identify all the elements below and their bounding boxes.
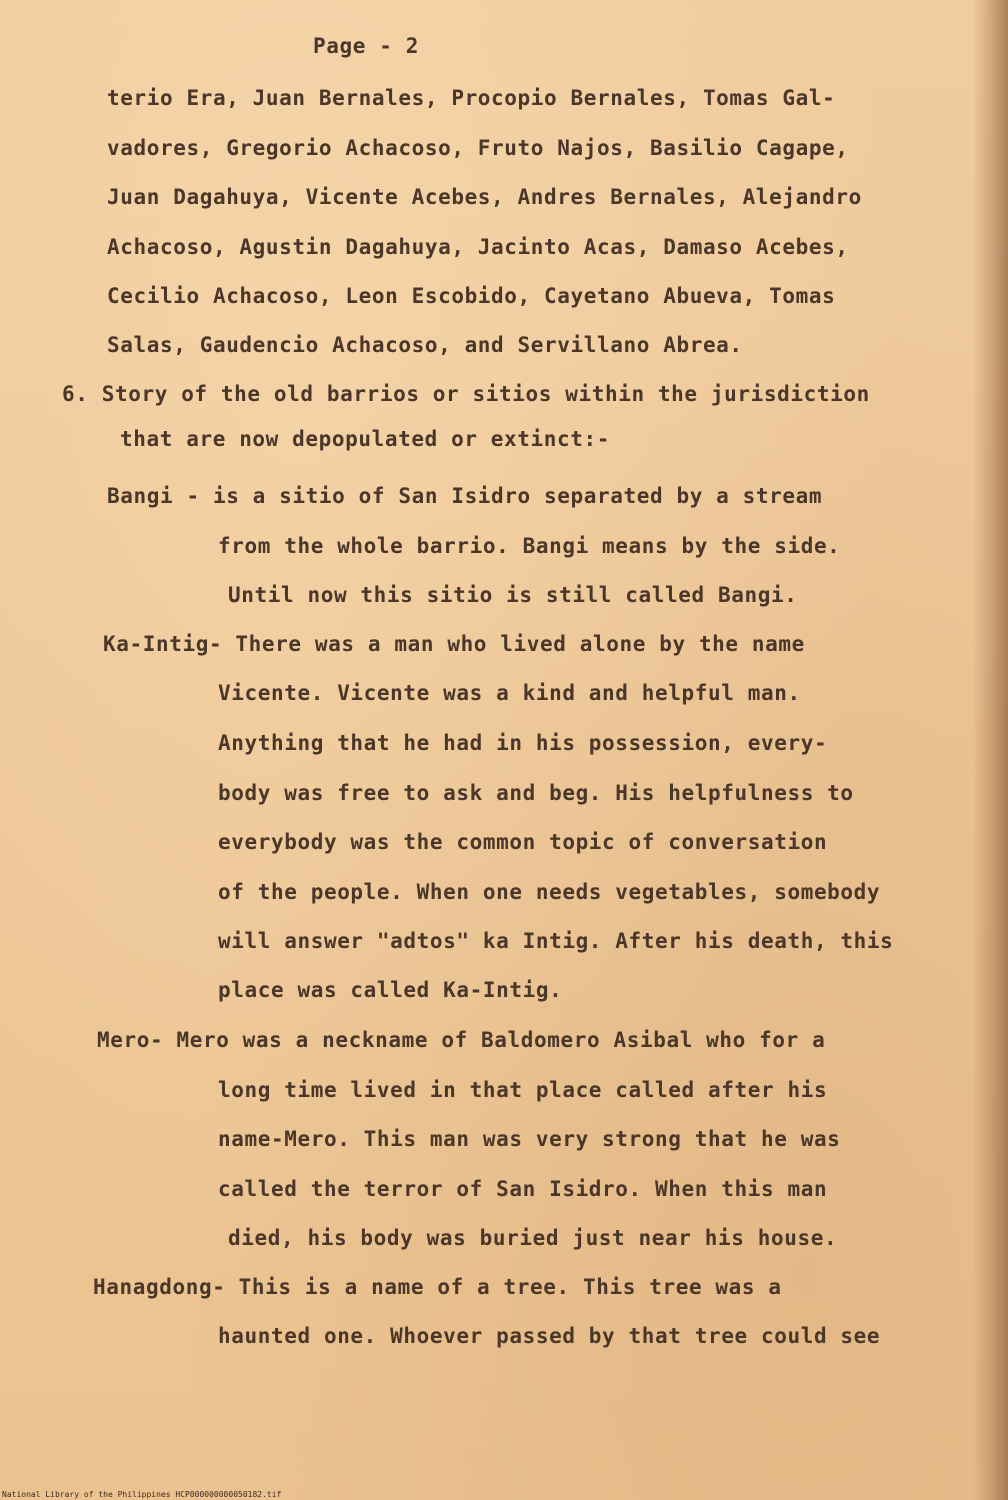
page-header: Page - 2 bbox=[313, 34, 419, 58]
entry-bangi-text: Until now this sitio is still called Bangi. bbox=[228, 583, 798, 607]
names-line: Achacoso, Agustin Dagahuya, Jacinto Acas, Damaso Acebes, bbox=[107, 235, 849, 259]
item6-heading-cont: that are now depopulated or extinct:- bbox=[120, 427, 610, 451]
entry-hanagdong-text: haunted one. Whoever passed by that tree could see bbox=[218, 1324, 881, 1348]
names-line: Juan Dagahuya, Vicente Acebes, Andres Bernales, Alejandro bbox=[107, 185, 862, 209]
entry-mero-text: died, his body was buried just near his house. bbox=[228, 1226, 838, 1250]
entry-ka-intig: Ka-Intig- There was a man who lived alone by the name bbox=[103, 632, 805, 656]
entry-mero: Mero- Mero was a neckname of Baldomero Asibal who for a bbox=[97, 1028, 826, 1052]
entry-bangi-text: from the whole barrio. Bangi means by the side. bbox=[218, 534, 841, 558]
names-line: terio Era, Juan Bernales, Procopio Bernales, Tomas Gal- bbox=[107, 86, 836, 110]
entry-ka-intig-text: of the people. When one needs vegetables, somebody bbox=[218, 880, 881, 904]
entry-ka-intig-text: body was free to ask and beg. His helpfulness to bbox=[218, 781, 854, 805]
names-line: vadores, Gregorio Achacoso, Fruto Najos, Basilio Cagape, bbox=[107, 136, 849, 160]
entry-ka-intig-text: will answer "adtos" ka Intig. After his death, this bbox=[218, 929, 894, 953]
entry-mero-text: name-Mero. This man was very strong that he was bbox=[218, 1127, 841, 1151]
entry-ka-intig-text: Anything that he had in his possession, every- bbox=[218, 731, 828, 755]
entry-ka-intig-text: everybody was the common topic of conversation bbox=[218, 830, 828, 854]
scan-footer-label: National Library of the Philippines HCP000000000050182.tif bbox=[2, 1490, 282, 1499]
page-edge-shadow bbox=[972, 0, 1008, 1500]
names-line: Cecilio Achacoso, Leon Escobido, Cayetano Abueva, Tomas bbox=[107, 284, 836, 308]
names-line: Salas, Gaudencio Achacoso, and Servillano Abrea. bbox=[107, 333, 743, 357]
entry-hanagdong: Hanagdong- This is a name of a tree. This tree was a bbox=[93, 1275, 782, 1299]
entry-mero-text: long time lived in that place called after his bbox=[218, 1078, 828, 1102]
entry-mero-text: called the terror of San Isidro. When this man bbox=[218, 1177, 828, 1201]
item6-heading: 6. Story of the old barrios or sitios within the jurisdiction bbox=[62, 382, 870, 406]
entry-ka-intig-text: place was called Ka-Intig. bbox=[218, 978, 563, 1002]
entry-ka-intig-text: Vicente. Vicente was a kind and helpful man. bbox=[218, 681, 801, 705]
entry-bangi: Bangi - is a sitio of San Isidro separated by a stream bbox=[107, 484, 823, 508]
